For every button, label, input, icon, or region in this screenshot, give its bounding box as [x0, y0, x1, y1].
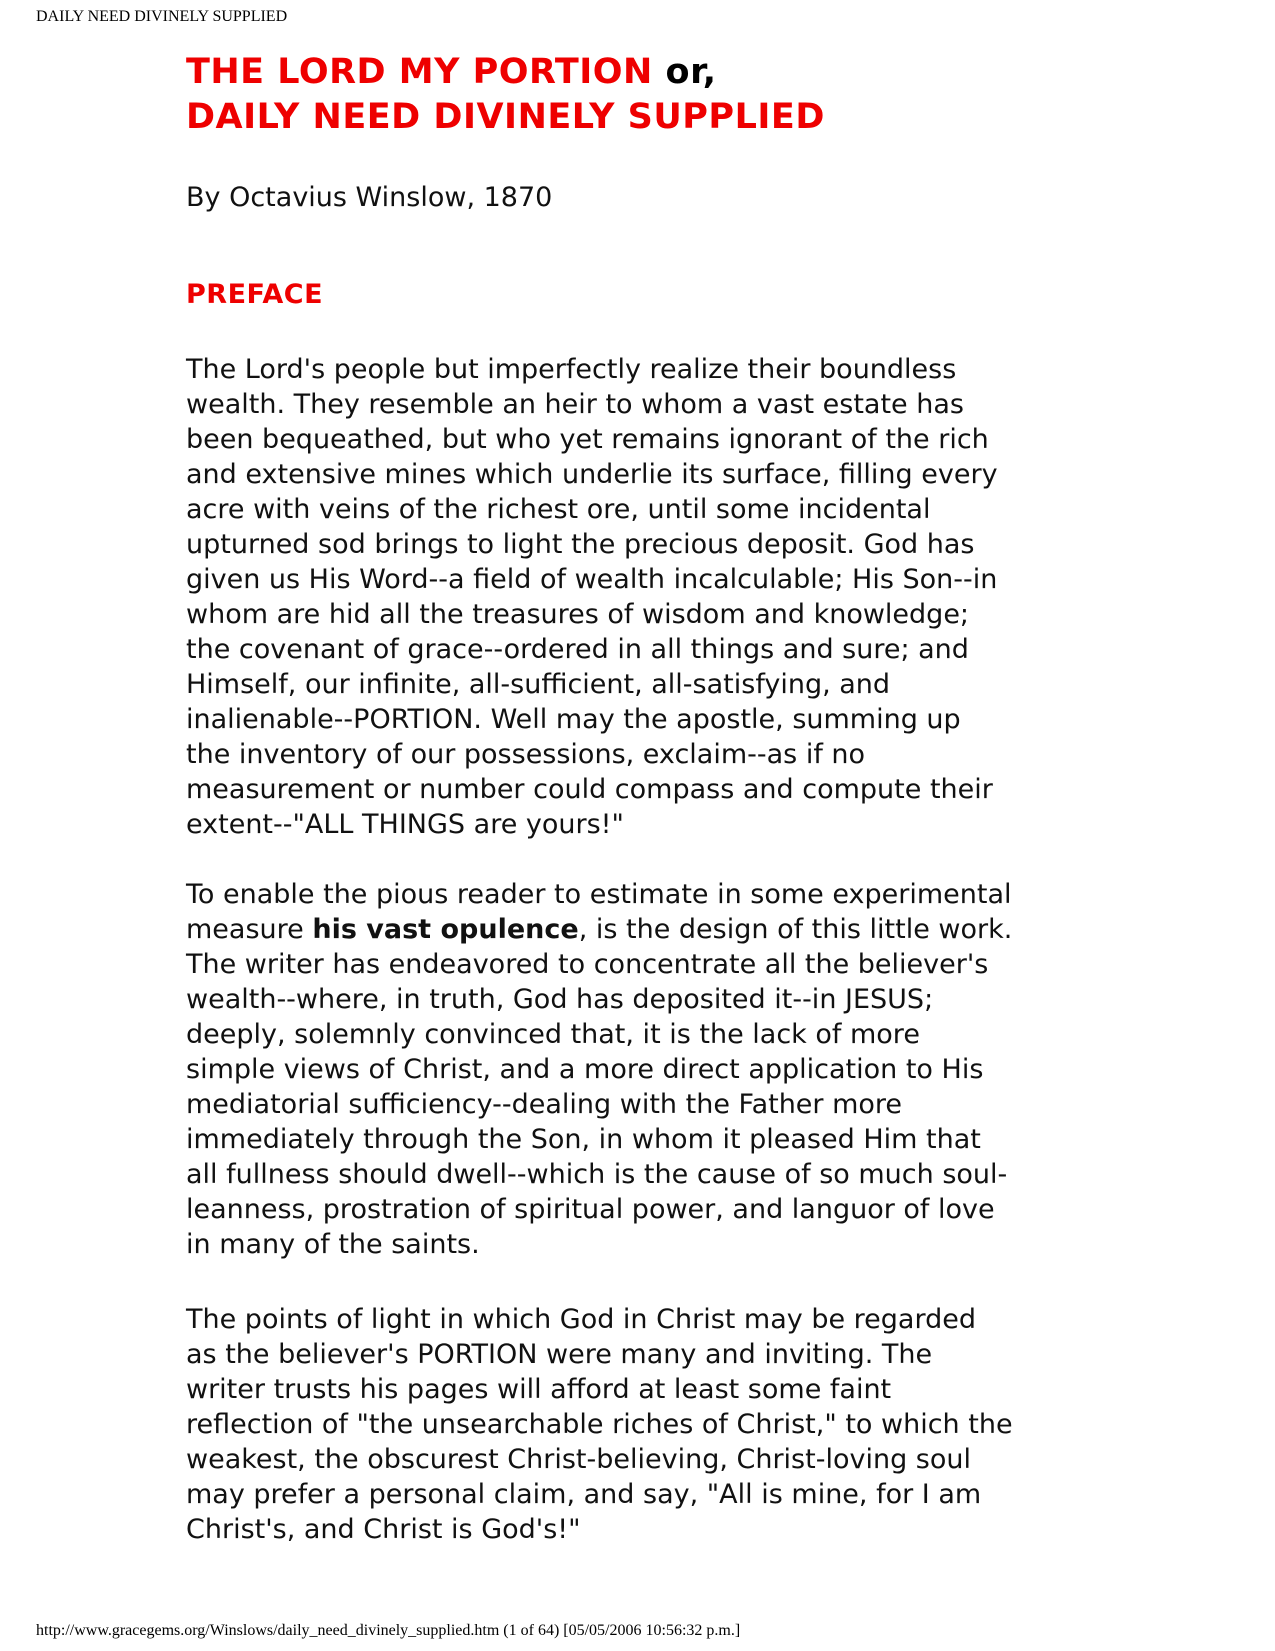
text-line: all fullness should dwell--which is the cause of so much soul-	[186, 1159, 1008, 1190]
text-line: The writer has endeavored to concentrate all the believer's	[186, 949, 989, 980]
text-line: Himself, our infinite, all-sufficient, all-satisfying, and	[186, 669, 891, 700]
paragraph-1	[186, 352, 1086, 842]
print-footer: http://www.gracegems.org/Winslows/daily_need_divinely_supplied.htm (1 of 64) [05/05/2006 10:56:32 p.m.]	[36, 1622, 741, 1639]
text-line: Christ's, and Christ is God's!"	[186, 1514, 581, 1545]
text-line: may prefer a personal claim, and say, "All is mine, for I am	[186, 1479, 982, 1510]
text-segment: measure	[186, 914, 313, 945]
text-line: mediatorial sufficiency--dealing with the Father more	[186, 1089, 903, 1120]
text-line: and extensive mines which underlie its surface, filling every	[186, 459, 998, 490]
text-line: wealth. They resemble an heir to whom a vast estate has	[186, 389, 964, 420]
print-header: DAILY NEED DIVINELY SUPPLIED	[36, 8, 288, 25]
text-line: been bequeathed, but who yet remains ignorant of the rich	[186, 424, 989, 455]
paragraph-2	[186, 877, 1086, 1262]
text-line: simple views of Christ, and a more direct application to His	[186, 1054, 984, 1085]
text-line: The points of light in which God in Christ may be regarded	[186, 1304, 976, 1335]
text-line: To enable the pious reader to estimate in some experimental	[186, 879, 1012, 910]
text-line: reflection of "the unsearchable riches of Christ," to which the	[186, 1409, 1013, 1440]
text-line: deeply, solemnly convinced that, it is the lack of more	[186, 1019, 920, 1050]
text-line: inalienable--PORTION. Well may the apostle, summing up	[186, 704, 961, 735]
text-line: acre with veins of the richest ore, until some incidental	[186, 494, 931, 525]
text-line: The Lord's people but imperfectly realize their boundless	[186, 354, 957, 385]
text-line: writer trusts his pages will afford at least some faint	[186, 1374, 892, 1405]
emphasis-text: his vast opulence	[312, 914, 579, 945]
text-line: the inventory of our possessions, exclaim--as if no	[186, 739, 866, 770]
page-title	[186, 50, 1086, 140]
text-line: in many of the saints.	[186, 1229, 480, 1260]
text-line	[186, 912, 1086, 947]
text-line: given us His Word--a field of wealth incalculable; His Son--in	[186, 564, 998, 595]
paragraph-3	[186, 1302, 1086, 1547]
text-line: weakest, the obscurest Christ-believing, Christ-loving soul	[186, 1444, 971, 1475]
text-line: measurement or number could compass and compute their	[186, 774, 993, 805]
text-line: wealth--where, in truth, God has deposited it--in JESUS;	[186, 984, 934, 1015]
text-line: the covenant of grace--ordered in all things and sure; and	[186, 634, 969, 665]
document-body	[186, 50, 1086, 1547]
text-line: upturned sod brings to light the precious deposit. God has	[186, 529, 975, 560]
title-connector: or,	[652, 52, 717, 92]
text-line: extent--"ALL THINGS are yours!"	[186, 809, 624, 840]
author-byline: By Octavius Winslow, 1870	[186, 182, 553, 213]
text-line: whom are hid all the treasures of wisdom and knowledge;	[186, 599, 970, 630]
text-line: as the believer's PORTION were many and inviting. The	[186, 1339, 933, 1370]
text-line: leanness, prostration of spiritual power, and languor of love	[186, 1194, 995, 1225]
section-heading-preface: PREFACE	[186, 279, 324, 310]
title-main: THE LORD MY PORTION	[186, 52, 653, 92]
text-line: immediately through the Son, in whom it pleased Him that	[186, 1124, 981, 1155]
text-segment: , is the design of this little work.	[578, 914, 1013, 945]
title-subtitle: DAILY NEED DIVINELY SUPPLIED	[186, 97, 825, 137]
